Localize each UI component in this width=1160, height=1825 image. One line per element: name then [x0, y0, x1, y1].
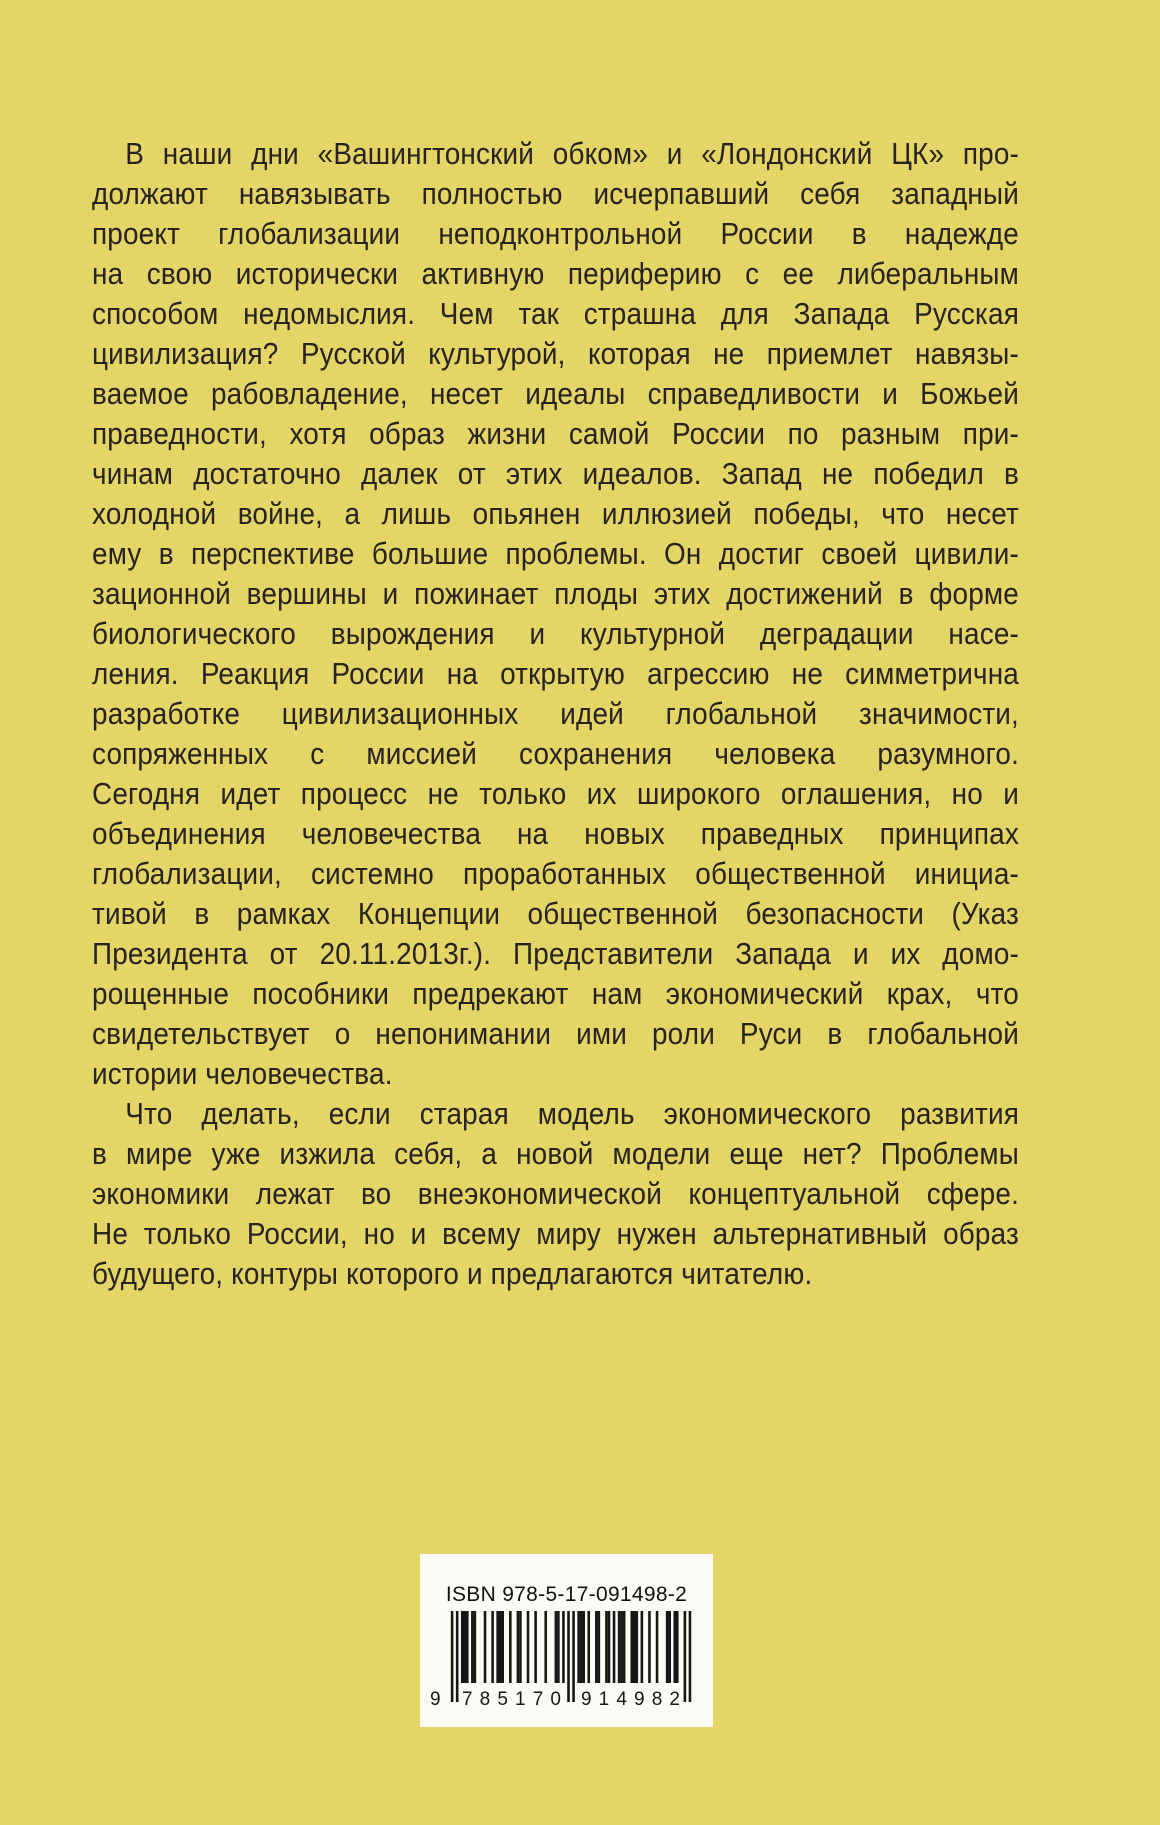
text-line: биологического вырождения и культурной деградации насе-: [92, 616, 1019, 651]
barcode-bar: [557, 1611, 560, 1683]
text-line: чинам достаточно далек от этих идеалов. Запад не победил в: [92, 456, 1019, 491]
barcode-bar: [544, 1611, 547, 1683]
barcode-bar: [618, 1611, 621, 1683]
barcode-bar: [668, 1611, 671, 1683]
barcode-bar: [527, 1611, 530, 1683]
barcode-bar: [636, 1611, 639, 1683]
barcode-bar: [461, 1611, 464, 1683]
text-line: холодной войне, а лишь опьянен иллюзией победы, что несет: [92, 496, 1019, 531]
barcode-guard-bar: [451, 1611, 454, 1702]
text-line: Президента от 20.11.2013г.). Представители Запада и их домо-: [92, 936, 1019, 971]
text-line: цивилизация? Русской культурой, которая не приемлет навязы-: [92, 336, 1019, 371]
barcode-guard-bar: [567, 1611, 570, 1702]
barcode-bar: [466, 1611, 469, 1683]
barcode-right-digits: 914982: [581, 1689, 680, 1707]
text-line: проект глобализации неподконтрольной России в надежде: [92, 216, 1019, 251]
text-line: в мире уже изжила себя, а новой модели еще нет? Проблемы: [92, 1136, 1019, 1171]
text-line: тивой в рамках Концепции общественной безопасности (Указ: [92, 896, 1019, 931]
text-line: способом недомыслия. Чем так страшна для Запада Русская: [92, 296, 1019, 331]
isbn-number: ISBN 978-5-17-091498-2: [445, 1583, 688, 1606]
barcode-bar: [633, 1611, 636, 1683]
text-line: сопряженных с миссией сохранения человека разумного.: [92, 736, 1019, 771]
text-line: ления. Реакция России на открытую агрессию не симметрична: [92, 656, 1019, 691]
text-line: истории человечества.: [92, 1056, 393, 1091]
barcode-guard-bar: [456, 1611, 459, 1702]
text-line: экономики лежат во внеэкономической концептуальной сфере.: [92, 1176, 1019, 1211]
barcode-first-digit: 9: [430, 1689, 441, 1707]
text-line: должают навязывать полностью исчерпавший себя западный: [92, 176, 1019, 211]
text-line: объединения человечества на новых праведных принципах: [92, 816, 1019, 851]
barcode-bar: [608, 1611, 611, 1683]
barcode-bar: [474, 1611, 477, 1683]
barcode-bar: [499, 1611, 502, 1683]
barcode-bar: [630, 1611, 633, 1683]
text-line: рощенные пособники предрекают нам экономический крах, что: [92, 976, 1019, 1011]
body-text: [92, 134, 1019, 1294]
barcode-bar: [673, 1611, 676, 1683]
text-line: Не только России, но и всему миру нужен альтернативный образ: [92, 1216, 1019, 1251]
barcode-bar: [587, 1611, 590, 1683]
barcode-bar: [648, 1611, 651, 1683]
barcode-bar: [582, 1611, 585, 1683]
barcode-bar: [491, 1611, 494, 1683]
text-line: на свою исторически активную периферию с ее либеральным: [92, 256, 1019, 291]
text-line: будущего, контуры которого и предлагаются читателю.: [92, 1256, 813, 1291]
text-line: ему в перспективе большие проблемы. Он достиг своей цивили-: [92, 536, 1019, 571]
barcode-bar: [598, 1611, 601, 1683]
barcode-bar: [580, 1611, 583, 1683]
barcode-bar: [509, 1611, 512, 1683]
text-line: Что делать, если старая модель экономического развития: [125, 1096, 1020, 1131]
barcode-bar: [471, 1611, 474, 1683]
barcode-left-digits: 785170: [462, 1689, 561, 1707]
isbn-barcode-label: [420, 1554, 713, 1727]
barcode-bar: [501, 1611, 504, 1683]
text-line: разработке цивилизационных идей глобальной значимости,: [92, 696, 1019, 731]
barcode-bar: [623, 1611, 626, 1683]
barcode-bar: [620, 1611, 623, 1683]
text-line: Сегодня идет процесс не только их широкого оглашения, но и: [92, 776, 1019, 811]
barcode-bar: [676, 1611, 679, 1683]
barcode-bar: [577, 1611, 580, 1683]
ean13-barcode: [423, 1611, 709, 1707]
barcode-bar: [517, 1611, 520, 1683]
barcode-bar: [519, 1611, 522, 1683]
text-line: ваемое рабовладение, несет идеалы справедливости и Божьей: [92, 376, 1019, 411]
barcode-bar: [496, 1611, 499, 1683]
text-line: праведности, хотя образ жизни самой России по разным при-: [92, 416, 1019, 451]
barcode-bar: [595, 1611, 598, 1683]
barcode-guard-bar: [684, 1611, 687, 1702]
barcode-bar: [484, 1611, 487, 1683]
barcode-bar: [641, 1611, 644, 1683]
barcode-bar: [656, 1611, 659, 1683]
barcode-guard-bar: [689, 1611, 692, 1702]
barcode-bar: [605, 1611, 608, 1683]
text-line: свидетельствует о непонимании ими роли Руси в глобальной: [92, 1016, 1019, 1051]
barcode-bar: [666, 1611, 669, 1683]
barcode-bar: [562, 1611, 565, 1683]
barcode-bar: [463, 1611, 466, 1683]
barcode-guard-bar: [572, 1611, 575, 1702]
text-line: В наши дни «Вашингтонский обком» и «Лондонский ЦК» про-: [125, 136, 1020, 171]
text-line: зационной вершины и пожинает плоды этих достижений в форме: [92, 576, 1019, 611]
barcode-bar: [555, 1611, 558, 1683]
barcode-bar: [534, 1611, 537, 1683]
barcode-bar: [613, 1611, 616, 1683]
text-line: глобализации, системно проработанных общественной инициа-: [92, 856, 1019, 891]
